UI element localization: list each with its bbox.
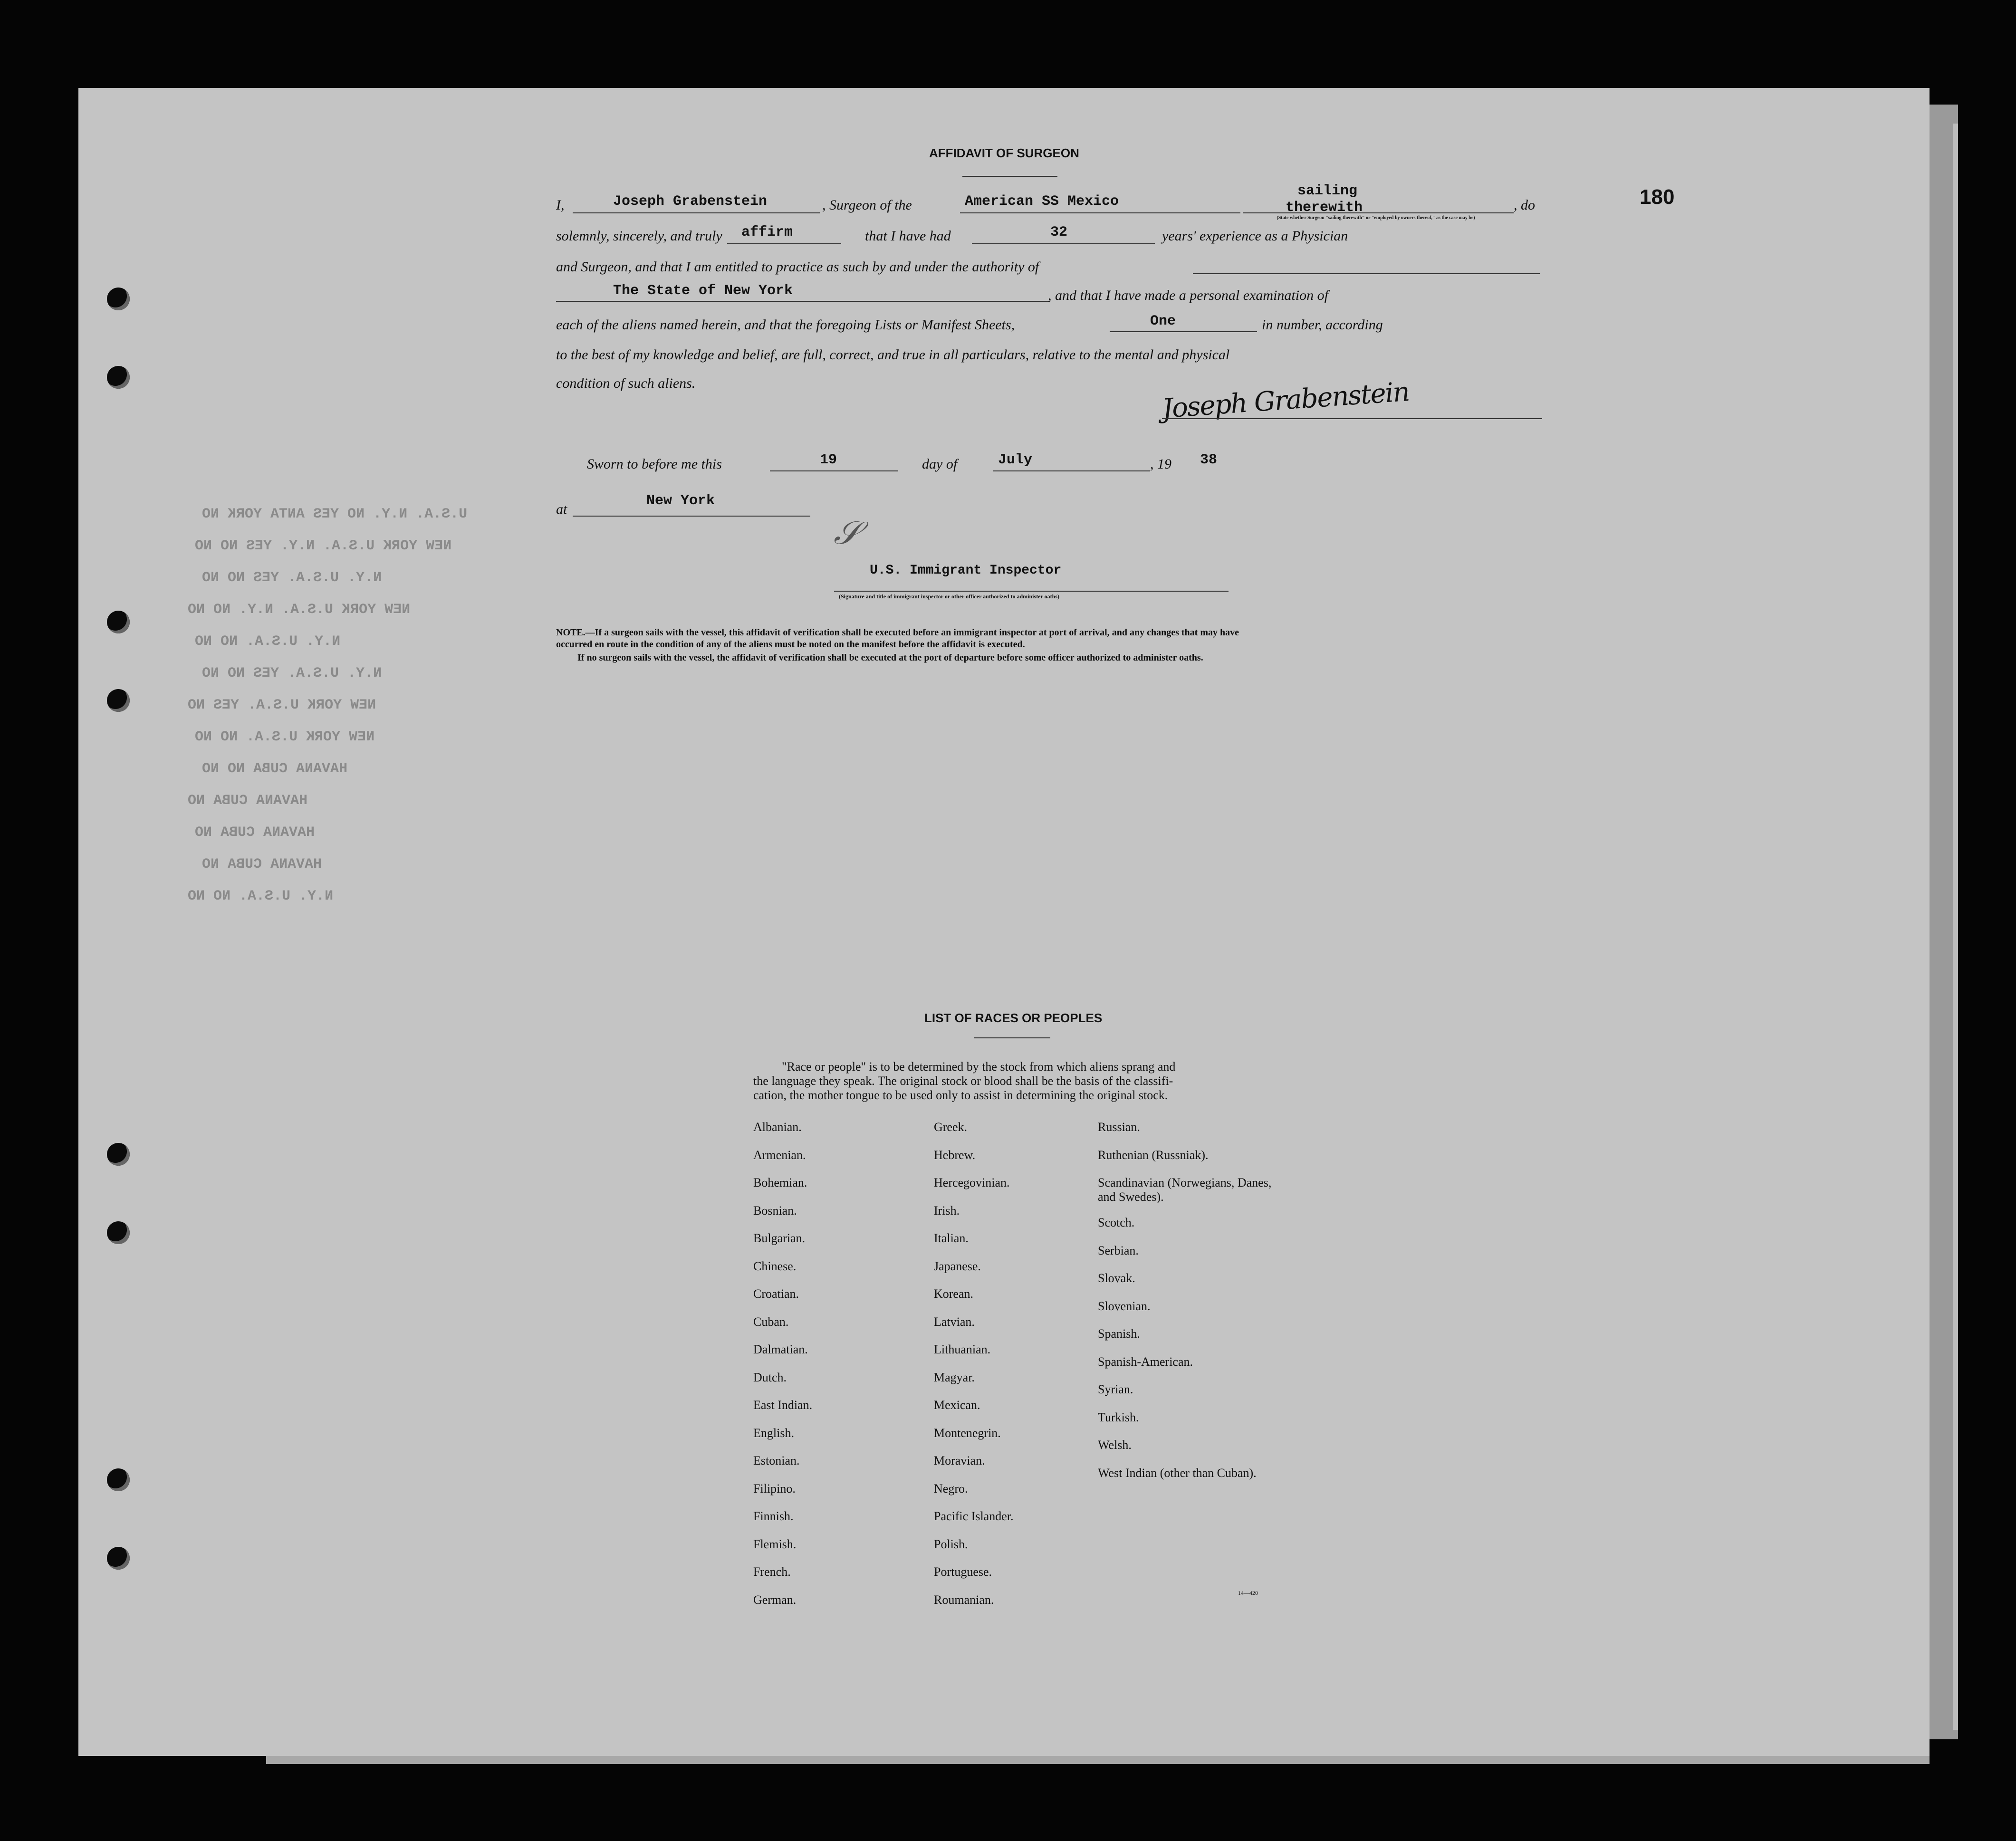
bleed-row: NEW YORK U.S.A. YES NO — [188, 697, 376, 713]
note-line-2: occurred en route in the condition of any of the aliens must be noted on the manifest before the affidavit is executed. — [556, 639, 1025, 650]
race-item: Magyar. — [934, 1370, 975, 1384]
race-item: Scotch. — [1098, 1216, 1135, 1229]
form-number: 14—420 — [1238, 1590, 1258, 1596]
race-item: Spanish. — [1098, 1327, 1140, 1341]
race-item: Armenian. — [753, 1148, 806, 1162]
year-prefix: , 19 — [1150, 456, 1171, 472]
race-item: Korean. — [934, 1287, 974, 1301]
punch-hole — [107, 1468, 130, 1491]
race-item: Polish. — [934, 1537, 968, 1551]
race-item: Roumanian. — [934, 1592, 994, 1607]
race-item: Welsh. — [1098, 1438, 1132, 1452]
race-item: Serbian. — [1098, 1243, 1139, 1257]
page-number: 180 — [1640, 185, 1675, 209]
punch-hole — [107, 1143, 130, 1166]
race-item: Pacific Islander. — [934, 1509, 1014, 1523]
race-item: Bosnian. — [753, 1203, 797, 1218]
sailing-top: sailing — [1297, 183, 1358, 199]
signature-line — [1162, 418, 1542, 419]
day-line — [770, 470, 898, 471]
bleed-row: N.Y. U.S.A. YES NO NO — [202, 570, 382, 586]
vessel-line — [960, 212, 1240, 213]
race-item: West Indian (other than Cuban). — [1098, 1466, 1257, 1480]
manifest-sheets-label: each of the aliens named herein, and that the foregoing Lists or Manifest Sheets, — [556, 317, 1015, 333]
race-item: Slovak. — [1098, 1271, 1135, 1285]
vessel-name: American SS Mexico — [965, 193, 1119, 210]
bleed-row: HAVANA CUBA NO — [188, 793, 308, 809]
sailing-bottom: therewith — [1286, 200, 1363, 216]
punch-hole — [107, 366, 130, 389]
race-item: Syrian. — [1098, 1382, 1133, 1396]
bleed-row: NEW YORK U.S.A. N.Y. NO NO — [188, 602, 411, 618]
inspector-caption: (Signature and title of immigrant inspector or other officer authorized to administer oaths) — [839, 593, 1059, 600]
race-item: Estonian. — [753, 1454, 800, 1467]
race-item: Japanese. — [934, 1259, 981, 1273]
authority-value: The State of New York — [613, 283, 793, 299]
day-of-label: day of — [922, 456, 958, 472]
race-item: Scandinavian (Norwegians, Danes, and Swedes). — [1098, 1176, 1272, 1204]
race-item: Turkish. — [1098, 1410, 1139, 1424]
years-value: 32 — [1050, 224, 1068, 240]
races-title: LIST OF RACES OR PEOPLES — [924, 1011, 1103, 1025]
race-item: Russian. — [1098, 1120, 1140, 1134]
sheets-line — [1110, 331, 1257, 332]
race-item: Lithuanian. — [934, 1342, 991, 1356]
note-line-1: NOTE.—If a surgeon sails with the vessel, this affidavit of verification shall be executed before an immigrant inspector at port of arrival, and any changes that may have — [556, 627, 1239, 638]
race-item: Ruthenian (Russniak). — [1098, 1148, 1209, 1162]
year-value: 38 — [1200, 452, 1218, 468]
manifest-page — [78, 88, 1930, 1756]
had-label: that I have had — [865, 228, 951, 244]
place-line — [573, 516, 810, 517]
bleed-row: NEW YORK U.S.A. N.Y. YES NO NO — [195, 538, 452, 554]
race-item: French. — [753, 1565, 791, 1579]
race-item: Irish. — [934, 1203, 960, 1218]
bleed-row: N.Y. U.S.A. YES NO NO — [202, 665, 382, 681]
inspector-signature-scrawl: 𝒮 — [833, 512, 861, 553]
month-line — [993, 470, 1150, 471]
race-item: Portuguese. — [934, 1565, 992, 1579]
bleed-row: NEW YORK U.S.A. NO NO — [195, 729, 375, 745]
do-label: , do — [1514, 197, 1535, 213]
race-item: Chinese. — [753, 1259, 797, 1273]
race-item: Dutch. — [753, 1370, 787, 1384]
surgeon-signature: Joseph Grabenstein — [1161, 376, 1410, 425]
affirm-line — [727, 243, 841, 244]
races-intro-3: cation, the mother tongue to be used only to assist in determining the original stock. — [753, 1088, 1168, 1102]
surgeon-name-line — [573, 212, 820, 213]
affirm-value: affirm — [741, 224, 793, 240]
race-item: Hebrew. — [934, 1148, 976, 1162]
inspector-line — [834, 591, 1229, 592]
punch-hole — [107, 1221, 130, 1244]
punch-hole — [107, 611, 130, 633]
race-item: Finnish. — [753, 1509, 794, 1523]
month-value: July — [998, 452, 1033, 468]
race-item: Italian. — [934, 1231, 969, 1245]
years-experience-label: years' experience as a Physician — [1162, 228, 1348, 244]
bleed-row-1: U.S.A. N.Y. NO YES ANTA YORK NO — [202, 506, 468, 522]
races-intro-2: the language they speak. The original stock or blood shall be the basis of the classifi- — [753, 1074, 1173, 1088]
place-value: New York — [646, 493, 715, 509]
knowledge-line: to the best of my knowledge and belief, are full, correct, and true in all particulars, relative to the mental and physical — [556, 347, 1230, 363]
race-item: Mexican. — [934, 1398, 980, 1412]
race-item: Latvian. — [934, 1314, 975, 1329]
inspector-title: U.S. Immigrant Inspector — [870, 563, 1062, 578]
races-intro-1: "Race or people" is to be determined by the stock from which aliens sprang and — [782, 1060, 1176, 1074]
punch-hole — [107, 288, 130, 310]
race-item: Negro. — [934, 1481, 968, 1496]
authority-line-2 — [556, 301, 1050, 302]
at-label: at — [556, 501, 567, 517]
sheets-value: One — [1150, 313, 1176, 329]
surgeon-name: Joseph Grabenstein — [613, 193, 768, 210]
examination-label: , and that I have made a personal examination of — [1048, 288, 1328, 303]
race-item: Filipino. — [753, 1481, 796, 1496]
sworn-label: Sworn to before me this — [587, 456, 722, 472]
race-item: German. — [753, 1592, 797, 1607]
race-item: Bohemian. — [753, 1176, 807, 1189]
affidavit-i: I, — [556, 197, 565, 213]
sailing-line — [1243, 212, 1514, 213]
race-item: Croatian. — [753, 1287, 799, 1301]
note-line-3: If no surgeon sails with the vessel, the affidavit of verification shall be executed at the port of departure before some officer authorized to administer oaths. — [577, 652, 1203, 663]
punch-hole — [107, 689, 130, 712]
title-rule — [962, 176, 1057, 177]
according-label: in number, according — [1262, 317, 1383, 333]
race-item: Hercegovinian. — [934, 1176, 1010, 1189]
race-item: Cuban. — [753, 1314, 789, 1329]
race-item: Dalmatian. — [753, 1342, 808, 1356]
sailing-note: (State whether Surgeon "sailing therewith" or "employed by owners thereof," as the case may be) — [1277, 215, 1475, 221]
authority-line-1 — [1193, 273, 1540, 274]
condition-line: condition of such aliens. — [556, 375, 696, 391]
sheet-edge — [1953, 124, 1958, 1730]
bleed-row: N.Y. U.S.A. NO NO — [195, 633, 341, 650]
race-item: Montenegrin. — [934, 1426, 1001, 1440]
surgeon-of-label: , Surgeon of the — [822, 197, 912, 213]
race-item: Greek. — [934, 1120, 968, 1134]
bleed-row: HAVANA CUBA NO NO — [202, 761, 348, 777]
races-title-rule — [974, 1037, 1050, 1038]
authority-label: and Surgeon, and that I am entitled to practice as such by and under the authority of — [556, 259, 1039, 275]
race-item: Flemish. — [753, 1537, 797, 1551]
day-value: 19 — [820, 452, 837, 468]
race-item: Bulgarian. — [753, 1231, 806, 1245]
race-item: Slovenian. — [1098, 1299, 1151, 1313]
race-item: Moravian. — [934, 1454, 985, 1467]
punch-hole — [107, 1547, 130, 1570]
bleed-row: HAVANA CUBA NO — [195, 825, 315, 841]
race-item: East Indian. — [753, 1398, 813, 1412]
bleed-row: HAVANA CUBA NO — [202, 856, 322, 873]
bleed-row: N.Y. U.S.A. NO NO — [188, 888, 334, 904]
race-item: Albanian. — [753, 1120, 802, 1134]
affidavit-title: AFFIDAVIT OF SURGEON — [929, 146, 1079, 160]
solemnly-label: solemnly, sincerely, and truly — [556, 228, 722, 244]
race-item: English. — [753, 1426, 794, 1440]
years-line — [972, 243, 1155, 244]
race-item: Spanish-American. — [1098, 1354, 1193, 1369]
